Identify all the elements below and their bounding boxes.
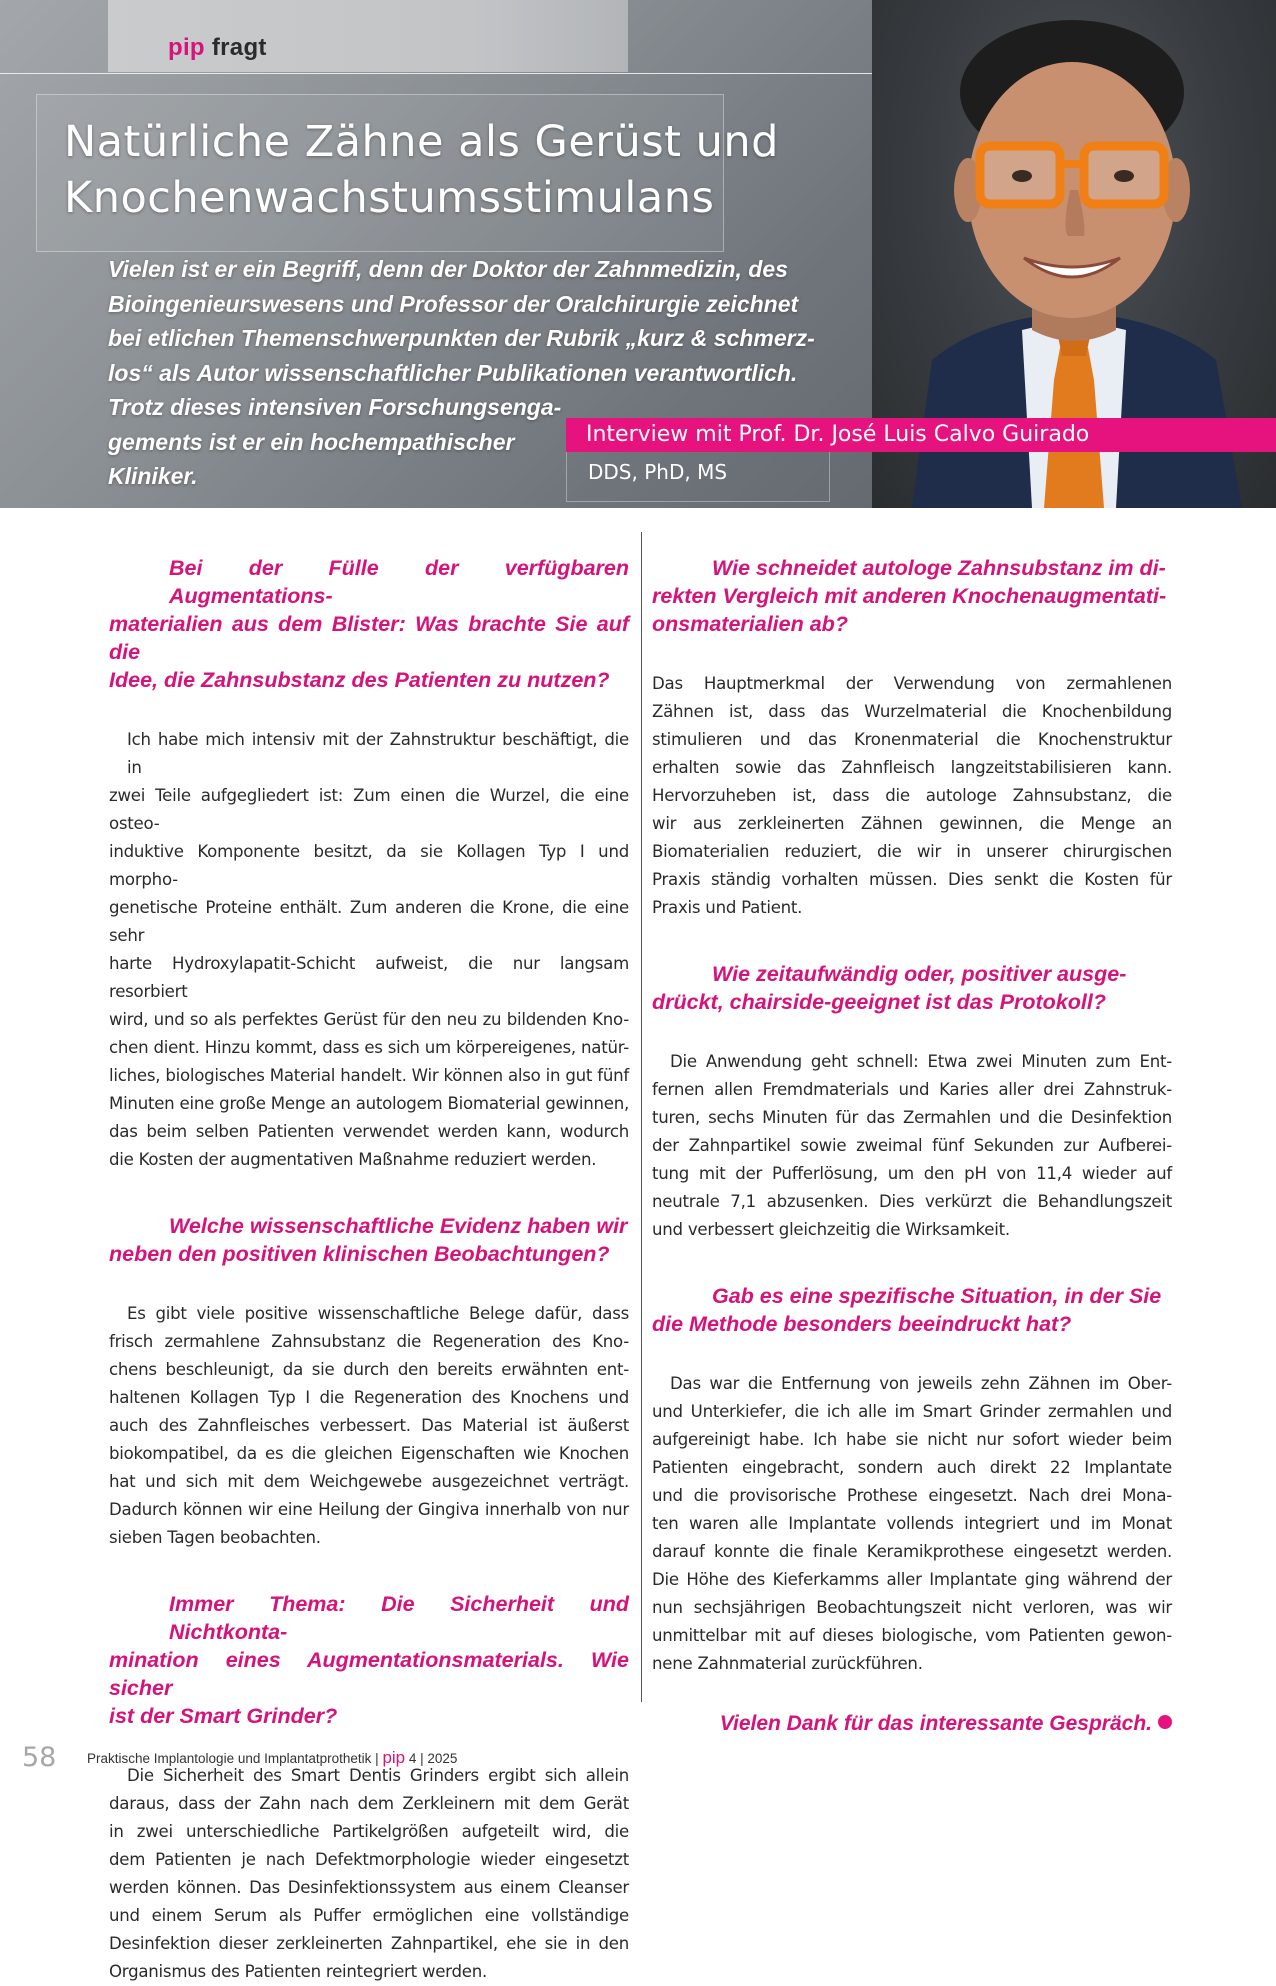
answer — [652, 670, 1172, 922]
question-line: Wie schneidet autologe Zahnsubstanz im di- — [712, 556, 1166, 580]
section-kicker — [168, 34, 267, 62]
answer-line: Biomaterialien reduziert, die wir in unserer chirurgischen — [652, 842, 1172, 861]
answer-line: chens beschleunigt, da sie durch den bereits erwähnten ent- — [109, 1360, 629, 1379]
question — [652, 554, 1172, 638]
answer-line: auch des Zahnfleisches verbessert. Das Material ist äußerst — [109, 1416, 629, 1435]
answer-line: Dadurch können wir eine Heilung der Gingiva innerhalb von nur — [109, 1500, 629, 1519]
answer-line: und einem Serum als Puffer ermöglichen eine vollständige — [109, 1906, 629, 1925]
answer-line: Die Höhe des Kieferkamms aller Implantate ging während der — [652, 1570, 1172, 1589]
kicker-brand: pip — [168, 34, 205, 61]
question — [109, 554, 629, 694]
answer-line: Zähnen ist, dass das Wurzelmaterial die Knochenbildung — [652, 702, 1172, 721]
title-line: Natürliche Zähne als Gerüst und — [64, 117, 779, 167]
answer-line: die Kosten der augmentativen Maßnahme reduziert werden. — [109, 1150, 597, 1169]
answer-line: ten waren alle Implantate vollends integriert und im Monat — [652, 1514, 1172, 1533]
answer-line: Minuten eine große Menge an autologem Biomaterial gewinnen, — [109, 1094, 629, 1113]
kicker-word: fragt — [211, 34, 267, 61]
question — [109, 1212, 629, 1268]
title-line: Knochenwachstumsstimulans — [64, 173, 715, 223]
lead-line: Bioingenieurswesens und Professor der Oralchirurgie zeichnet — [108, 290, 799, 317]
question-line: Bei der Fülle der verfügbaren Augmentations- — [169, 556, 629, 608]
answer-line: darauf konnte die finale Keramikprothese eingesetzt werden. — [652, 1542, 1172, 1561]
answer-line: und verbessert gleichzeitig die Wirksamkeit. — [652, 1220, 1010, 1239]
header-band — [0, 0, 1276, 508]
answer — [652, 1048, 1172, 1244]
journal-name: Praktische Implantologie und Implantatprothetik | — [87, 1751, 379, 1766]
answer-line: werden können. Das Desinfektionssystem aus einem Cleanser — [109, 1878, 629, 1897]
left-column — [109, 554, 629, 1986]
answer — [109, 726, 629, 1174]
answer-line: Die Sicherheit des Smart Dentis Grinders ergibt sich allein — [127, 1766, 629, 1785]
question-line: materialien aus dem Blister: Was brachte Sie auf die — [109, 612, 629, 664]
answer-line: tung mit der Pufferlösung, um den pH von 11,4 wieder auf — [652, 1164, 1172, 1183]
footer-brand: pip — [382, 1748, 406, 1767]
answer — [652, 1370, 1172, 1678]
answer-line: liches, biologisches Material handelt. Wir können also in gut fünf — [109, 1066, 629, 1085]
question-line: Wie zeitaufwändig oder, positiver ausge- — [712, 962, 1127, 986]
article-title — [64, 114, 824, 226]
answer-line: und Unterkiefer, die ich alle im Smart Grinder zermahlen und — [652, 1402, 1172, 1421]
lead-line: los“ als Autor wissenschaftlicher Publikationen verantwortlich. — [108, 359, 798, 386]
answer — [109, 1300, 629, 1552]
question-line: onsmaterialien ab? — [652, 612, 848, 636]
answer-line: daraus, dass der Zahn nach dem Zerkleinern mit dem Gerät — [109, 1794, 629, 1813]
question — [652, 960, 1172, 1016]
answer-line: genetische Proteine enthält. Zum anderen die Krone, die eine sehr — [109, 898, 629, 945]
closing-text: Vielen Dank für das interessante Gespräch. — [719, 1712, 1152, 1735]
question — [652, 1282, 1172, 1338]
answer-line: das beim selben Patienten verwendet werden kann, wodurch — [109, 1122, 629, 1141]
answer-line: in zwei unterschiedliche Partikelgrößen aufgeteilt wird, die — [109, 1822, 629, 1841]
answer-line: zwei Teile aufgegliedert ist: Zum einen die Wurzel, die eine osteo- — [109, 786, 629, 833]
answer-line: fernen allen Fremdmaterials und Karies aller drei Zahnstruk- — [652, 1080, 1172, 1099]
answer-line: haltenen Kollagen Typ I die Regeneration des Knochens und — [109, 1388, 629, 1407]
question-line: Welche wissenschaftliche Evidenz haben wir — [169, 1214, 628, 1238]
kicker-rule — [0, 73, 930, 74]
closing-line — [652, 1710, 1172, 1738]
answer-line: stimulieren und das Kronenmaterial die Knochenstruktur — [652, 730, 1172, 749]
answer-line: Die Anwendung geht schnell: Etwa zwei Minuten zum Ent- — [670, 1052, 1172, 1071]
answer-line: neutrale 7,1 abzusenken. Dies verkürzt die Behandlungszeit — [652, 1192, 1172, 1211]
answer-line: Patienten eingebracht, sondern auch direkt 22 Implantate — [652, 1458, 1172, 1477]
question — [109, 1590, 629, 1730]
answer-line: Das war die Entfernung von jeweils zehn Zähnen im Ober- — [670, 1374, 1172, 1393]
question-line: neben den positiven klinischen Beobachtungen? — [109, 1242, 610, 1266]
answer-line: Es gibt viele positive wissenschaftliche Belege dafür, dass — [127, 1304, 629, 1323]
answer-line: nene Zahnmaterial zurückführen. — [652, 1654, 923, 1673]
answer-line: biokompatibel, da es die gleichen Eigenschaften wie Knochen — [109, 1444, 629, 1463]
answer-line: wird, und so als perfektes Gerüst für den neu zu bildenden Kno- — [109, 1010, 629, 1029]
question-line: Immer Thema: Die Sicherheit und Nichtkonta- — [169, 1592, 629, 1644]
answer-line: hat und sich mit dem Weichgewebe ausgezeichnet verträgt. — [109, 1472, 629, 1491]
answer-line: aufgereinigt habe. Ich habe sie nicht nur sofort wieder beim — [652, 1430, 1172, 1449]
answer-line: wir aus zerkleinerten Zähnen gewinnen, die Menge an — [652, 814, 1172, 833]
answer-line: und die provisorische Prothese eingesetzt. Nach drei Mona- — [652, 1486, 1172, 1505]
answer-line: Hervorzuheben ist, dass die autologe Zahnsubstanz, die — [652, 786, 1172, 805]
answer — [109, 1762, 629, 1986]
right-column — [652, 554, 1172, 1738]
answer-line: erhalten sowie das Zahnfleisch langzeitstabilisieren kann. — [652, 758, 1172, 777]
end-bullet-icon — [1158, 1715, 1172, 1729]
question-line: drückt, chairside-geeignet ist das Protokoll? — [652, 990, 1106, 1014]
page-number: 58 — [22, 1742, 57, 1773]
answer-line: frisch zermahlene Zahnsubstanz die Regeneration des Kno- — [109, 1332, 629, 1351]
answer-line: der Zahnpartikel sowie zweimal fünf Sekunden zur Aufberei- — [652, 1136, 1172, 1155]
lead-line: Kliniker. — [108, 463, 198, 489]
question-line: Idee, die Zahnsubstanz des Patienten zu nutzen? — [109, 668, 610, 692]
answer-line: chen dient. Hinzu kommt, dass es sich um körpereigenes, natür- — [109, 1038, 629, 1057]
lead-line: Trotz dieses intensiven Forschungsenga- — [108, 394, 562, 420]
question-line: die Methode besonders beeindruckt hat? — [652, 1312, 1072, 1336]
interviewee-degrees: DDS, PhD, MS — [588, 460, 728, 484]
answer-line: Praxis ständig vorhalten müssen. Dies senkt die Kosten für — [652, 870, 1172, 889]
answer-line: nun sechsjährigen Beobachtungszeit nicht verloren, was wir — [652, 1598, 1172, 1617]
footer-journal — [87, 1748, 457, 1768]
question-line: Gab es eine spezifische Situation, in der Sie — [712, 1284, 1162, 1308]
answer-line: Desinfektion dieser zerkleinerten Zahnpartikel, ehe sie in den — [109, 1934, 629, 1953]
column-divider — [641, 532, 642, 1702]
answer-line: unmittelbar mit auf dieses biologische, vom Patienten gewon- — [652, 1626, 1172, 1645]
question-line: mination eines Augmentationsmaterials. Wie sicher — [109, 1648, 629, 1700]
answer-line: turen, sechs Minuten für das Zermahlen und die Desinfektion — [652, 1108, 1172, 1127]
answer-line: harte Hydroxylapatit-Schicht aufweist, die nur langsam resorbiert — [109, 954, 629, 1001]
answer-line: Praxis und Patient. — [652, 898, 803, 917]
answer-line: induktive Komponente besitzt, da sie Kollagen Typ I und morpho- — [109, 842, 629, 889]
answer-line: Organismus des Patienten reintegriert werden. — [109, 1962, 487, 1981]
question-line: ist der Smart Grinder? — [109, 1704, 338, 1728]
interviewee-name: Interview mit Prof. Dr. José Luis Calvo Guirado — [586, 422, 1090, 447]
lead-line: Vielen ist er ein Begriff, denn der Doktor der Zahnmedizin, des — [108, 256, 788, 282]
answer-line: Ich habe mich intensiv mit der Zahnstruktur beschäftigt, die in — [127, 730, 629, 777]
answer-line: dem Patienten je nach Defektmorphologie wieder eingesetzt — [109, 1850, 629, 1869]
answer-line: sieben Tagen beobachten. — [109, 1528, 321, 1547]
answer-line: Das Hauptmerkmal der Verwendung von zermahlenen — [652, 674, 1172, 693]
question-line: rekten Vergleich mit anderen Knochenaugmentati- — [652, 584, 1167, 608]
lead-line: gements ist er ein hochempathischer — [108, 428, 515, 455]
journal-issue: 4 | 2025 — [408, 1751, 458, 1766]
lead-line: bei etlichen Themenschwerpunkten der Rubrik „kurz & schmerz- — [108, 325, 815, 351]
